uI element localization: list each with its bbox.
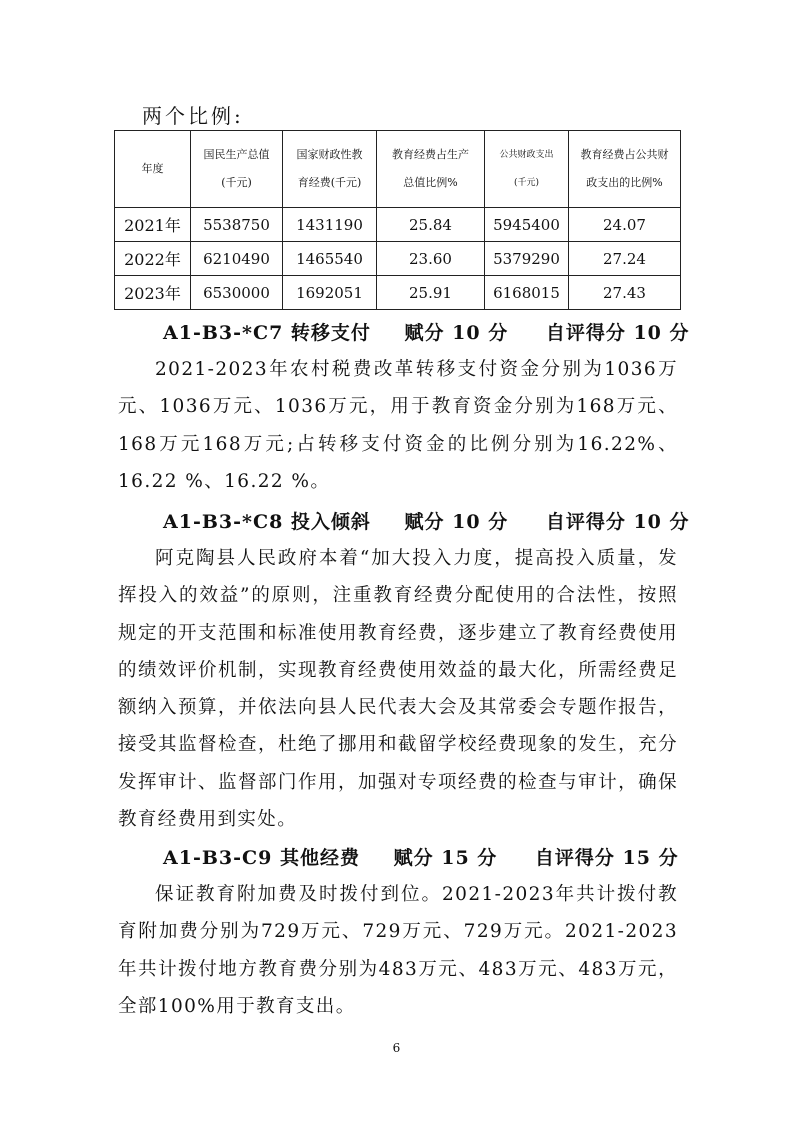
table-cell: 6530000 xyxy=(191,276,283,310)
table-cell: 6168015 xyxy=(485,276,569,310)
table-cell: 6210490 xyxy=(191,242,283,276)
header-gdp-ratio: 教育经费占生产 总值比例% xyxy=(377,131,485,208)
section-heading-c8: A1-B3-*C8 投入倾斜 赋分 10 分 自评得分 10 分 xyxy=(163,511,690,533)
table-cell: 27.43 xyxy=(569,276,681,310)
table-cell: 2021年 xyxy=(115,208,191,242)
header-public-ratio: 教育经费占公共财 政支出的比例% xyxy=(569,131,681,208)
intro-text: 两个比例: xyxy=(142,104,244,128)
table-row xyxy=(115,208,681,242)
table-cell: 25.91 xyxy=(377,276,485,310)
page-number: 6 xyxy=(392,1041,401,1055)
table-header-row xyxy=(115,131,681,208)
table-row xyxy=(115,242,681,276)
table-cell: 23.60 xyxy=(377,242,485,276)
education-funding-table xyxy=(114,130,681,310)
table-cell: 5538750 xyxy=(191,208,283,242)
section-body-c9: 保证教育附加费及时拨付到位。2021-2023年共计拨付教育附加费分别为729万元、729万元、729万元。2021-2023年共计拨付地方教育费分别为483万元、483万元、483万元，全部100%用于教育支出。 xyxy=(118,884,678,1017)
table-cell: 5379290 xyxy=(485,242,569,276)
header-gdp: 国民生产总值 (千元) xyxy=(191,131,283,208)
table-cell: 27.24 xyxy=(569,242,681,276)
section-heading-c7: A1-B3-*C7 转移支付 赋分 10 分 自评得分 10 分 xyxy=(163,322,690,344)
table-cell: 1465540 xyxy=(283,242,377,276)
header-public-expenditure: 公共财政支出 (千元) xyxy=(485,131,569,208)
table-cell: 24.07 xyxy=(569,208,681,242)
section-body-c8: 阿克陶县人民政府本着“加大投入力度，提高投入质量，发挥投入的效益”的原则，注重教育经费分配使用的合法性，按照规定的开支范围和标准使用教育经费，逐步建立了教育经费使用的绩效评价机制，实现教育经费使用效益的最大化，所需经费足额纳入预算，并依法向县人民代表大会及其常委会专题作报告，接受其监督检查，杜绝了挪用和截留学校经费现象的发生，充分发挥审计、监督部门作用，加强对专项经费的检查与审计，确保教育经费用到实处。 xyxy=(118,548,678,831)
table-cell: 5945400 xyxy=(485,208,569,242)
table-row xyxy=(115,276,681,310)
section-body-c7: 2021-2023年农村税费改革转移支付资金分别为1036万元、1036万元、1036万元，用于教育资金分别为168万元、168万元168万元;占转移支付资金的比例分别为16.22%、16.22 %、16.22 %。 xyxy=(118,359,678,492)
table-cell: 25.84 xyxy=(377,208,485,242)
table-cell: 2023年 xyxy=(115,276,191,310)
section-heading-c9: A1-B3-C9 其他经费 赋分 15 分 自评得分 15 分 xyxy=(163,847,679,869)
table-cell: 1692051 xyxy=(283,276,377,310)
table-cell: 2022年 xyxy=(115,242,191,276)
header-edu-funding: 国家财政性教 育经费(千元) xyxy=(283,131,377,208)
header-year: 年度 xyxy=(115,131,191,208)
table-cell: 1431190 xyxy=(283,208,377,242)
